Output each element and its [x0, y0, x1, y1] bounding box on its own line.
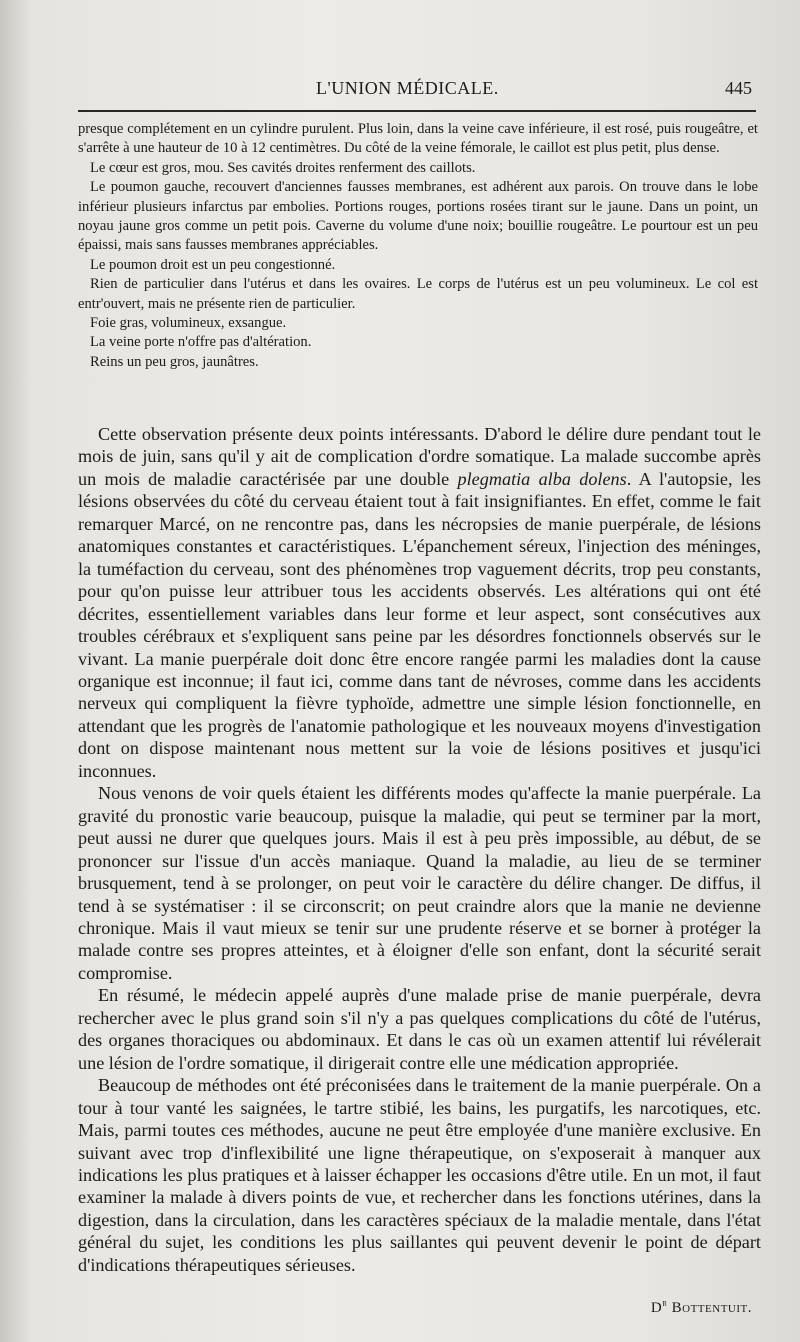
italic-term: plegmatia alba dolens: [457, 468, 627, 489]
signature-prefix: D: [650, 1300, 663, 1316]
signature-name: Bottentuit.: [671, 1300, 752, 1316]
body-paragraph: Beaucoup de méthodes ont été préconisées dans le traitement de la manie puerpérale. On a tour à tour vanté les saignées, le tartre stibié, les bains, les purgatifs, les narcotiques, etc. Mais, parmi toutes ces méthodes, aucune ne peut être employée d'une manière exclusive. En suivant avec trop d'inflexibilité une ligne thérapeutique, on s'exposerait à manquer aux indications les plus pratiques et à laisser échapper les occasions d'être utile. En un mot, il faut examiner la malade à divers points de vue, et rechercher dans les fonctions utérines, dans la digestion, dans la circulation, dans les caractères spéciaux de la maladie mentale, dans l'état général du sujet, les conditions les plus saillantes qui peuvent devenir le point de départ d'indications thérapeutiques sérieuses.: [78, 1075, 761, 1275]
autopsy-paragraph: Foie gras, volumineux, exsangue.: [90, 315, 287, 332]
autopsy-paragraph: La veine porte n'offre pas d'altération.: [90, 334, 312, 351]
header-rule: [78, 110, 756, 112]
autopsy-paragraph: presque complétement en un cylindre purulent. Plus loin, dans la veine cave inférieure, il est rosé, puis rougeâtre, et s'arrête à une hauteur de 10 à 12 centimètres. Du côté de la veine fémorale, le caillot est plus petit, plus dense.: [78, 121, 758, 157]
signature-superscript: r: [662, 1298, 668, 1309]
body-text: . A l'autopsie, les lésions observées du côté du cerveau étaient tout à fait insignifiantes. En effet, comme le fait remarquer Marcé, on ne rencontre pas, dans les nécropsies de manie puerpérale, de lésions anatomiques constantes et caractéristiques. L'épanchement séreux, l'injection des méninges, la tuméfaction du cerveau, sont des phénomènes trop vaguement décrits, trop peu constants, pour qu'on puisse leur attribuer tous les accidents observés. Les altérations qui ont été décrites, essentiellement variables dans leur forme et leur aspect, sont consécutives aux troubles cérébraux et s'expliquent sans peine par les désordres fonctionnels observés sur le vivant. La manie puerpérale doit donc être encore rangée parmi les maladies dont la cause organique est inconnue; il faut ici, comme dans tant de névroses, comme dans les accidents nerveux qui compliquent la fièvre typhoïde, admettre une simple lésion fonctionnelle, en attendant que les progrès de l'anatomie pathologique et les nouveaux moyens d'investigation dont on dispose maintenant nous mettent sur la voie de lésions positives et jusqu'ici inconnues.: [78, 468, 762, 781]
body-paragraph: En résumé, le médecin appelé auprès d'une malade prise de manie puerpérale, devra rechercher avec le plus grand soin s'il n'y a pas quelques complications du côté de l'utérus, des organes thoraciques ou abdominaux. Et dans le cas où un examen attentif lui révélerait une lésion de l'ordre somatique, il dirigerait contre elle une médication appropriée.: [78, 985, 761, 1073]
author-signature: [651, 1298, 752, 1317]
autopsy-paragraph: Le poumon gauche, recouvert d'anciennes fausses membranes, est adhérent aux parois. On trouve dans le lobe inférieur plusieurs infarctus par embolies. Portions rouges, portions rosées tirant sur le jaune. Dans un point, un noyau jaune gros comme un petit pois. Caverne du volume d'une noix; bouillie rougeâtre. Le pourtour est un peu épaissi, mais sans fausses membranes appréciables.: [78, 179, 758, 254]
autopsy-paragraph: Le poumon droit est un peu congestionné.: [90, 256, 336, 273]
body-paragraph: [78, 423, 761, 782]
autopsy-notes: [78, 120, 758, 372]
autopsy-paragraph: Le cœur est gros, mou. Ses cavités droites renferment des caillots.: [90, 159, 476, 176]
body-text: Cette observation présente deux points intéressants. D'abord le délire dure pendant tout le mois de juin, sans qu'il y ait de complication d'ordre somatique. La malade succombe après un mois de maladie caractérisée par une double: [78, 424, 761, 489]
running-header: [78, 78, 758, 104]
main-text: [78, 423, 761, 1276]
autopsy-paragraph: Reins un peu gros, jaunâtres.: [90, 353, 259, 370]
journal-title: L'UNION MÉDICALE.: [316, 78, 499, 98]
body-paragraph: Nous venons de voir quels étaient les différents modes qu'affecte la manie puerpérale. La gravité du pronostic varie beaucoup, puisque la maladie, qui peut se terminer par la mort, peut aussi ne durer que quelques jours. Mais il est à peu près impossible, au début, de se prononcer sur l'issue d'un accès maniaque. Quand la maladie, au lieu de se terminer brusquement, tend à se prolonger, on peut voir le caractère du délire changer. De diffus, il tend à se systématiser : il se circonscrit; on peut craindre alors que la manie ne devienne chronique. Mais il vaut mieux se tenir sur une prudente réserve et se borner à protéger la malade contre ses propres atteintes, et à éloigner d'elle son enfant, dont la sécurité serait compromise.: [78, 783, 761, 983]
page-number: 445: [725, 78, 752, 98]
autopsy-paragraph: Rien de particulier dans l'utérus et dans les ovaires. Le corps de l'utérus est un peu volumineux. Le col est entr'ouvert, mais ne présente rien de particulier.: [78, 276, 758, 312]
